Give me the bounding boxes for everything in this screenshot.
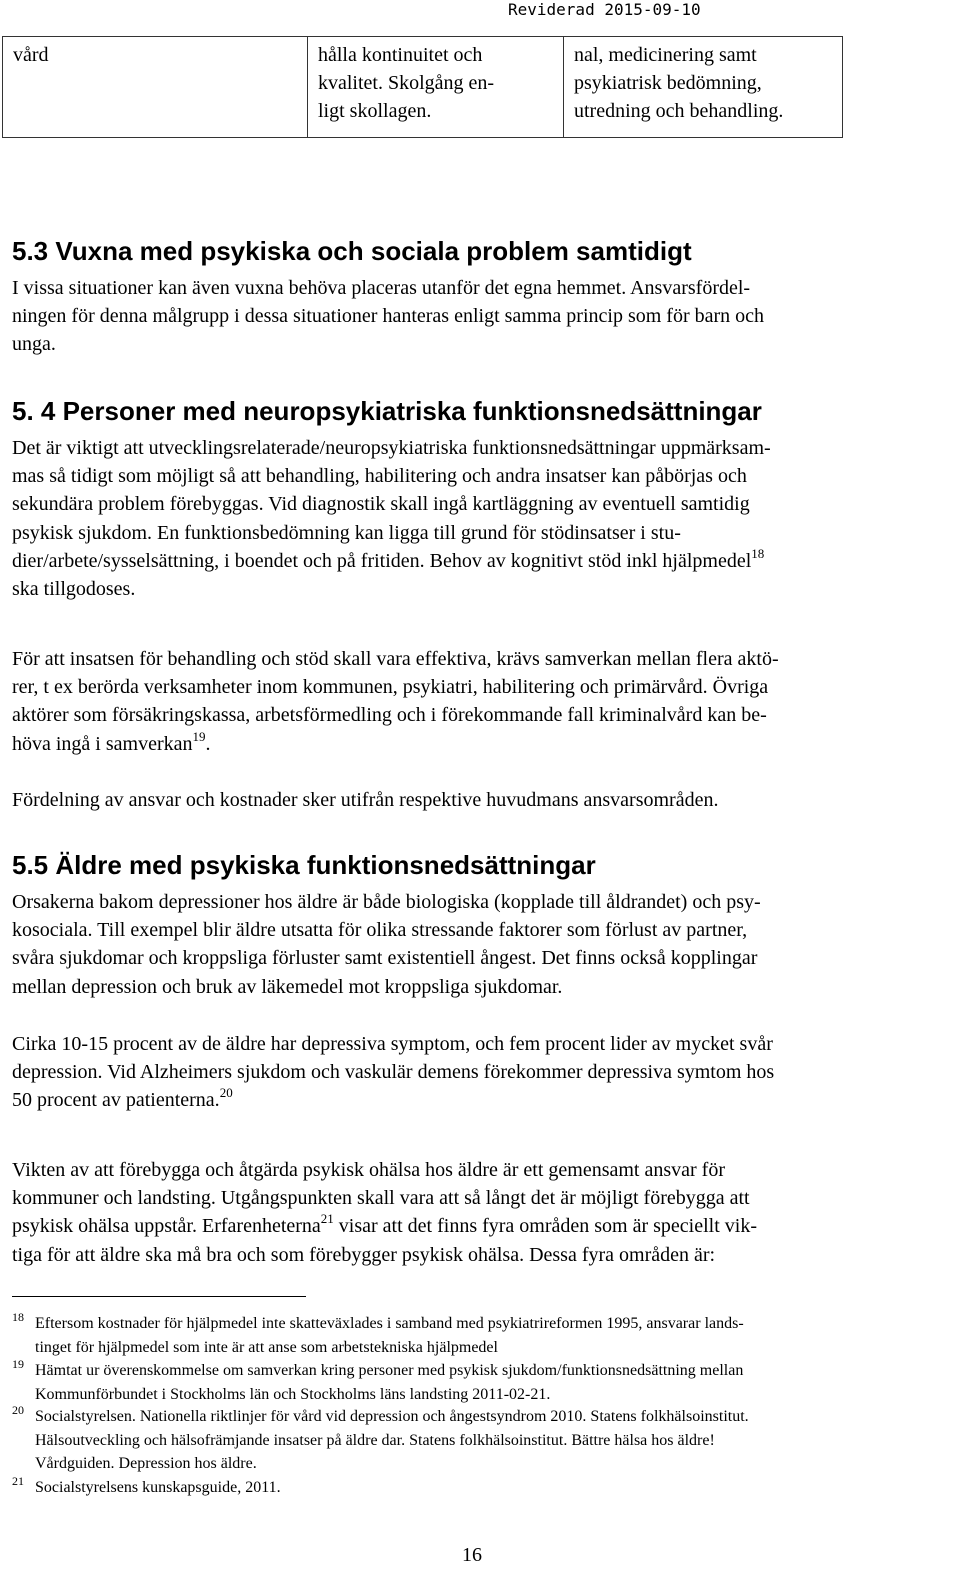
table-row: [3, 37, 843, 138]
footnote-line: tinget för hjälpmedel som inte är att anse som arbetstekniska hjälpmedel: [35, 1338, 498, 1356]
footnote-line: Socialstyrelsen. Nationella riktlinjer för vård vid depression och ångestsyndrom 2010. Statens folkhälsoinstitut.: [35, 1408, 749, 1425]
cell-line: vård: [13, 44, 49, 66]
text-line: psykisk sjukdom. En funktionsbedömning kan ligga till grund för stödinsatser i stu-: [12, 521, 681, 544]
cell-line: utredning och behandling.: [574, 100, 784, 122]
footnote-line: Kommunförbundet i Stockholms län och Stockholms läns landsting 2011-02-21.: [35, 1385, 551, 1403]
footnote-line: Vårdguiden. Depression hos äldre.: [35, 1455, 257, 1473]
text-line: svåra sjukdomar och kroppsliga förluster samt existentiell ångest. Det finns också kopplingar: [12, 947, 758, 970]
text-line: [12, 730, 948, 758]
section-5-4-paragraph-1: [12, 434, 948, 603]
footnote-ref-18[interactable]: 18: [751, 545, 765, 561]
footnote-number: 20: [12, 1403, 24, 1417]
text-line: mas så tidigt som möjligt så att behandling, habilitering och andra insatser kan påbörjas och: [12, 465, 747, 488]
text-line: [12, 1086, 948, 1114]
text-line: kommuner och landsting. Utgångspunkten skall vara att så långt det är möjligt förebygga att: [12, 1187, 750, 1210]
footnote-18: [12, 1312, 952, 1359]
footnote-number: 19: [12, 1357, 24, 1371]
section-5-4-heading: 5. 4 Personer med neuropsykiatriska funktionsnedsättningar: [12, 396, 762, 426]
footnote-21: [12, 1476, 952, 1500]
text-line: sekundära problem förebyggas. Vid diagnostik skall ingå kartläggning av eventuell samtidig: [12, 493, 750, 516]
cell-line: psykiatrisk bedömning,: [574, 72, 762, 94]
responsibility-table: [2, 36, 843, 138]
footnote-line: Hälsoutveckling och hälsofrämjande insatser på äldre dar. Statens folkhälsoinstitut. Bättre hälsa hos äldre!: [35, 1431, 715, 1449]
section-5-4-paragraph-2: [12, 645, 948, 758]
text-line: [12, 1212, 948, 1240]
footnote-line: Hämtat ur överenskommelse om samverkan kring personer med psykisk sjukdom/funktionsnedsättning mellan: [35, 1362, 744, 1379]
section-5-5-paragraph-1: [12, 888, 948, 1001]
table-cell-municipality: [308, 37, 564, 138]
text-line: kosociala. Till exempel blir äldre utsatta för olika stressande faktorer som förlust av partner,: [12, 919, 748, 942]
cell-line: nal, medicinering samt: [574, 44, 757, 66]
text-line: ska tillgodoses.: [12, 578, 136, 601]
revision-date: Reviderad 2015-09-10: [508, 0, 701, 19]
text-line: Orsakerna bakom depressioner hos äldre är både biologiska (kopplade till åldrandet) och psy-: [12, 891, 761, 913]
table-cell-target-group: [3, 37, 308, 138]
text-line: unga.: [12, 333, 56, 356]
footnote-ref-20[interactable]: 20: [219, 1085, 233, 1101]
text-line: depression. Vid Alzheimers sjukdom och vaskulär demens förekommer depressiva symtom hos: [12, 1061, 775, 1084]
footnote-ref-21[interactable]: 21: [320, 1211, 334, 1227]
footnote-number: 21: [12, 1474, 24, 1488]
footnote-line: Socialstyrelsens kunskapsguide, 2011.: [35, 1479, 281, 1496]
text-line: tiga för att äldre ska må bra och som förebygger psykisk ohälsa. Dessa fyra områden är:: [12, 1243, 716, 1266]
text-line: rer, t ex berörda verksamheter inom kommunen, psykiatri, habilitering och primärvård. Övriga: [12, 676, 769, 699]
text-line: För att insatsen för behandling och stöd skall vara effektiva, krävs samverkan mellan flera aktö-: [12, 648, 779, 670]
page-number: 16: [462, 1544, 482, 1566]
cell-line: kvalitet. Skolgång en-: [318, 72, 495, 94]
text-line: Fördelning av ansvar och kostnader sker utifrån respektive huvudmans ansvarsområden.: [12, 789, 719, 811]
footnote-20: [12, 1405, 952, 1476]
section-5-5-paragraph-2: [12, 1030, 948, 1115]
footnote-ref-19[interactable]: 19: [192, 728, 206, 744]
text-line: Cirka 10-15 procent av de äldre har depressiva symptom, och fem procent lider av mycket svår: [12, 1033, 773, 1055]
section-5-5-paragraph-3: [12, 1156, 948, 1269]
text-fragment: dier/arbete/sysselsättning, i boendet och på fritiden. Behov av kognitivt stöd inkl hjälpmedel: [12, 549, 752, 572]
footnote-number: 18: [12, 1310, 24, 1324]
text-fragment: visar att det finns fyra områden som är speciellt vik-: [338, 1215, 757, 1238]
section-5-4-paragraph-3: [12, 786, 948, 814]
footnote-separator: [12, 1296, 306, 1297]
text-fragment: .: [205, 732, 211, 755]
section-5-3-paragraph: [12, 274, 948, 359]
section-5-3-heading: 5.3 Vuxna med psykiska och sociala problem samtidigt: [12, 236, 692, 266]
footnote-line: Eftersom kostnader för hjälpmedel inte skatteväxlades i samband med psykiatrireformen 1995, ansvarar lands-: [35, 1315, 744, 1332]
table-cell-county-council: [564, 37, 843, 138]
text-line: ningen för denna målgrupp i dessa situationer hanteras enligt samma princip som för barn och: [12, 305, 765, 328]
section-5-5-heading: 5.5 Äldre med psykiska funktionsnedsättningar: [12, 850, 596, 880]
text-line: I vissa situationer kan även vuxna behöva placeras utanför det egna hemmet. Ansvarsfördel-: [12, 277, 751, 299]
text-line: aktörer som försäkringskassa, arbetsförmedling och i förekommande fall kriminalvård kan be-: [12, 704, 767, 727]
text-line: Det är viktigt att utvecklingsrelaterade/neuropsykiatriska funktionsnedsättningar uppmärksam-: [12, 437, 771, 459]
text-line: mellan depression och bruk av läkemedel mot kroppsliga sjukdomar.: [12, 975, 563, 998]
text-fragment: psykisk ohälsa uppstår. Erfarenheterna: [12, 1215, 321, 1238]
text-fragment: 50 procent av patienterna.: [12, 1089, 220, 1112]
cell-line: ligt skollagen.: [318, 100, 432, 122]
footnote-19: [12, 1359, 952, 1406]
cell-line: hålla kontinuitet och: [318, 44, 483, 66]
text-line: [12, 547, 948, 575]
text-fragment: höva ingå i samverkan: [12, 732, 193, 755]
text-line: Vikten av att förebygga och åtgärda psykisk ohälsa hos äldre är ett gemensamt ansvar för: [12, 1159, 725, 1181]
